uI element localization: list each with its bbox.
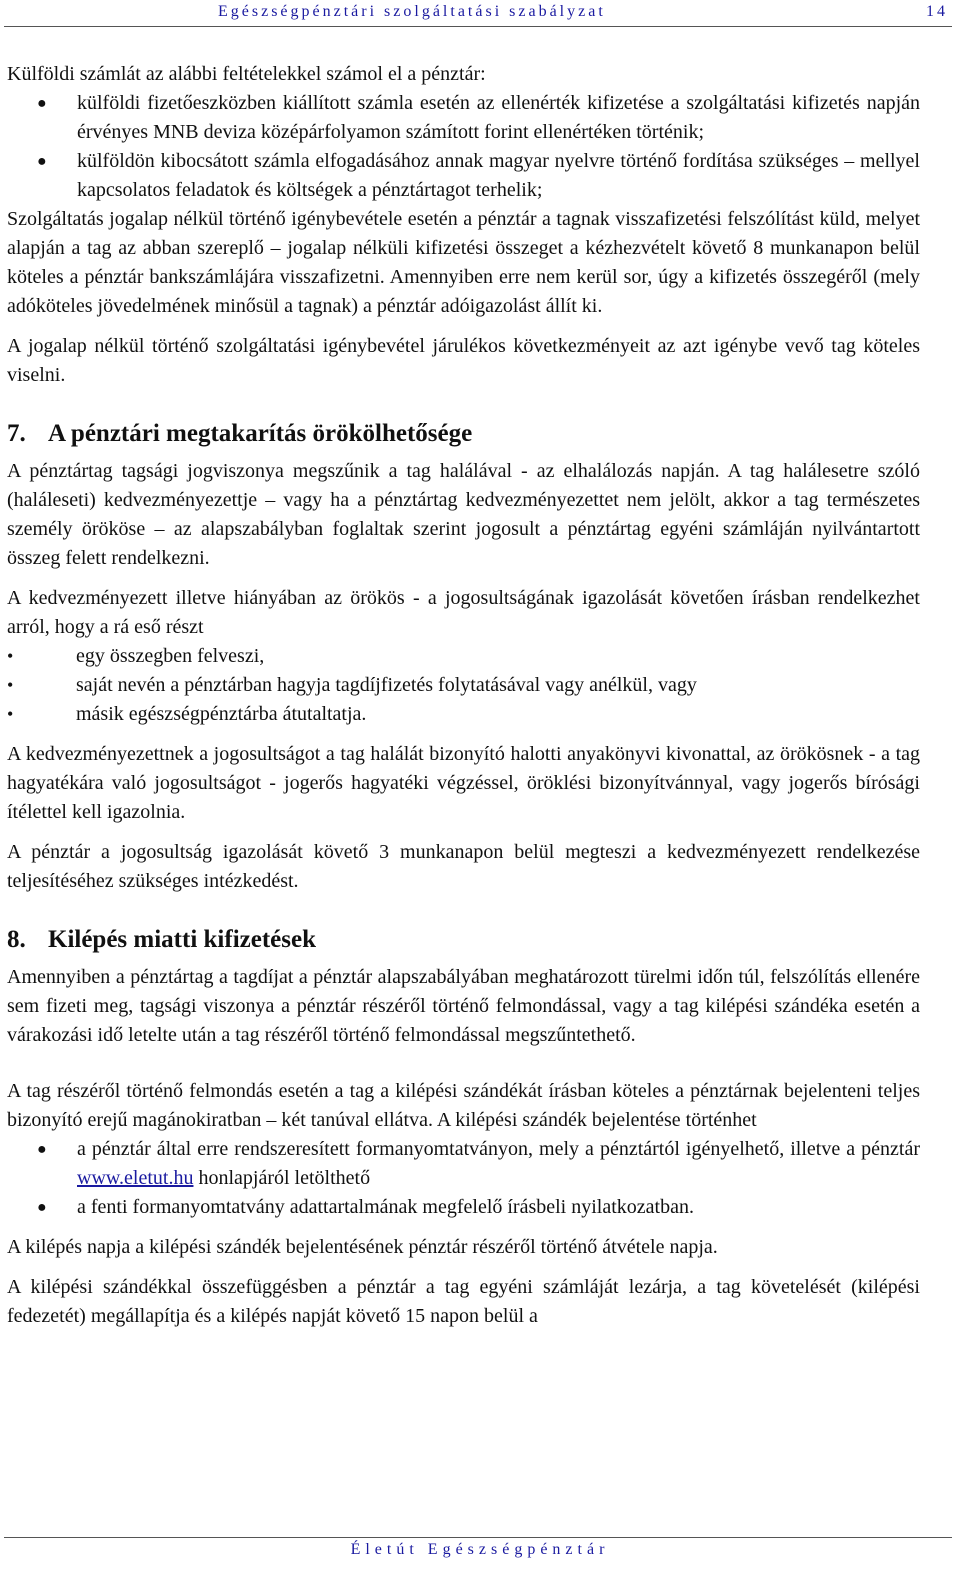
section-8-paragraph-1: Amennyiben a pénztártag a tagdíjat a pénztár alapszabályában meghatározott türelmi időn túl, felszólítás ellenére sem fizeti meg, tagsági viszonya a pénztár részéről történő felmondással, vagy a tag kilépési szándéka esetén a várakozási idő letelte után a tag részéről történő felmondással megszűntethető. [7, 966, 920, 1046]
section-8-paragraph-2: A tag részéről történő felmondás esetén a tag a kilépési szándékát írásban köteles a pénztárnak bejelenteni teljes bizonyító erejű magánokiratban – két tanúval ellátva. A kilépési szándék bejelentése történhet [7, 1080, 920, 1131]
intro-text: Külföldi számlát az alábbi feltételekkel számol el a pénztár: [7, 63, 486, 85]
list-item: ● külföldön kibocsátott számla elfogadásához annak magyar nyelvre történő fordítása szükséges – mellyel kapcsolatos feladatok és költségek a pénztártagot terhelik; [7, 147, 920, 205]
section-8-paragraph-4: A kilépési szándékkal összefüggésben a pénztár a tag egyéni számláját lezárja, a tag követelését (kilépési fedezetét) megállapítja és a kilépés napját követő 15 napon belül a [7, 1276, 920, 1327]
website-link[interactable]: www.eletut.hu [77, 1167, 194, 1189]
paragraph-consequences: A jogalap nélkül történő szolgáltatási igénybevétel járulékos következményeit az azt igénybe vevő tag köteles viselni. [7, 335, 920, 386]
bullet-icon: ● [37, 1199, 47, 1216]
bullet-icon: ● [37, 1141, 47, 1158]
footer-divider [4, 1537, 952, 1538]
paragraph-refund: Szolgáltatás jogalap nélkül történő igénybevétele esetén a pénztár a tagnak visszafizetési felszólítást küld, melyet alapján a tag az abban szereplő – jogalap nélküli kifizetési összeget a kézhezvételt követő 8 munkanapon belül köteles a pénztár bankszámlájára visszafizetni. Amennyiben erre nem kerül sor, úgy a kifizetés összegéről (mely adóköteles jövedelmének minősül a tagnak) a pénztár adóigazolást állít ki. [7, 208, 920, 317]
section-8-options-list [7, 1135, 920, 1222]
bullet-icon: • [7, 704, 14, 724]
bullet-icon: • [7, 675, 14, 695]
page-header [218, 3, 960, 21]
bullet-icon: ● [37, 95, 47, 112]
section-7-paragraph-3: A kedvezményezettnek a jogosultságot a tag halálát bizonyító halotti anyakönyvi kivonattal, az örökösnek - a tag hagyatékára való jogosultságot - jogerős hagyatéki végzéssel, öröklési bizonyítvánnyal, vagy jogerős bírósági ítélettel kell igazolnia. [7, 743, 920, 823]
document-body [7, 60, 920, 1331]
section-8-heading: 8. Kilépés miatti kifizetések [7, 926, 316, 953]
section-7-options-list [7, 642, 920, 729]
list-item: • egy összegben felveszi, [7, 642, 920, 671]
section-7-paragraph-2: A kedvezményezett illetve hiányában az örökös - a jogosultságának igazolását követően írásban rendelkezhet arról, hogy a rá eső részt [7, 587, 920, 638]
page-footer: Életút Egészségpénztár [350, 1541, 610, 1558]
section-7-paragraph-4: A pénztár a jogosultság igazolását követő 3 munkanapon belül megteszi a kedvezményezett rendelkezése teljesítéséhez szükséges intézkedést. [7, 841, 920, 892]
list-item: ● a fenti formanyomtatvány adattartalmának megfelelő írásbeli nyilatkozatban. [7, 1193, 920, 1222]
section-8-paragraph-3: A kilépés napja a kilépési szándék bejelentésének pénztár részéről történő átvétele napja. [7, 1236, 718, 1258]
bullet-icon: • [7, 646, 14, 666]
header-title: Egészségpénztári szolgáltatási szabályzat [218, 3, 606, 20]
list-item: ● a pénztár által erre rendszeresített formanyomtatványon, mely a pénztártól igényelhető, illetve a pénztár www.eletut.hu honlapjáról letölthető [7, 1135, 920, 1193]
page-number: 14 [926, 3, 948, 20]
header-divider [4, 26, 952, 27]
bullet-icon: ● [37, 153, 47, 170]
list-item: • saját nevén a pénztárban hagyja tagdíjfizetés folytatásával vagy anélkül, vagy [7, 671, 920, 700]
list-item: • másik egészségpénztárba átutaltatja. [7, 700, 920, 729]
section-7-paragraph-1: A pénztártag tagsági jogviszonya megszűnik a tag halálával - az elhalálozás napján. A tag halálesetre szóló (haláleseti) kedvezményezettje – vagy ha a pénztártag kedvezményezettet nem jelölt, akkor a tag természetes személy örököse – az alapszabályban foglaltak szerint jogosult a pénztártag egyéni számláján nyilvántartott összeg felett rendelkezni. [7, 460, 920, 569]
foreign-invoice-list [7, 89, 920, 205]
section-7-heading: 7. A pénztári megtakarítás örökölhetősége [7, 420, 473, 447]
list-item: ● külföldi fizetőeszközben kiállított számla esetén az ellenérték kifizetése a szolgáltatási kifizetés napján érvényes MNB deviza középárfolyamon számított forint ellenértéken történik; [7, 89, 920, 147]
